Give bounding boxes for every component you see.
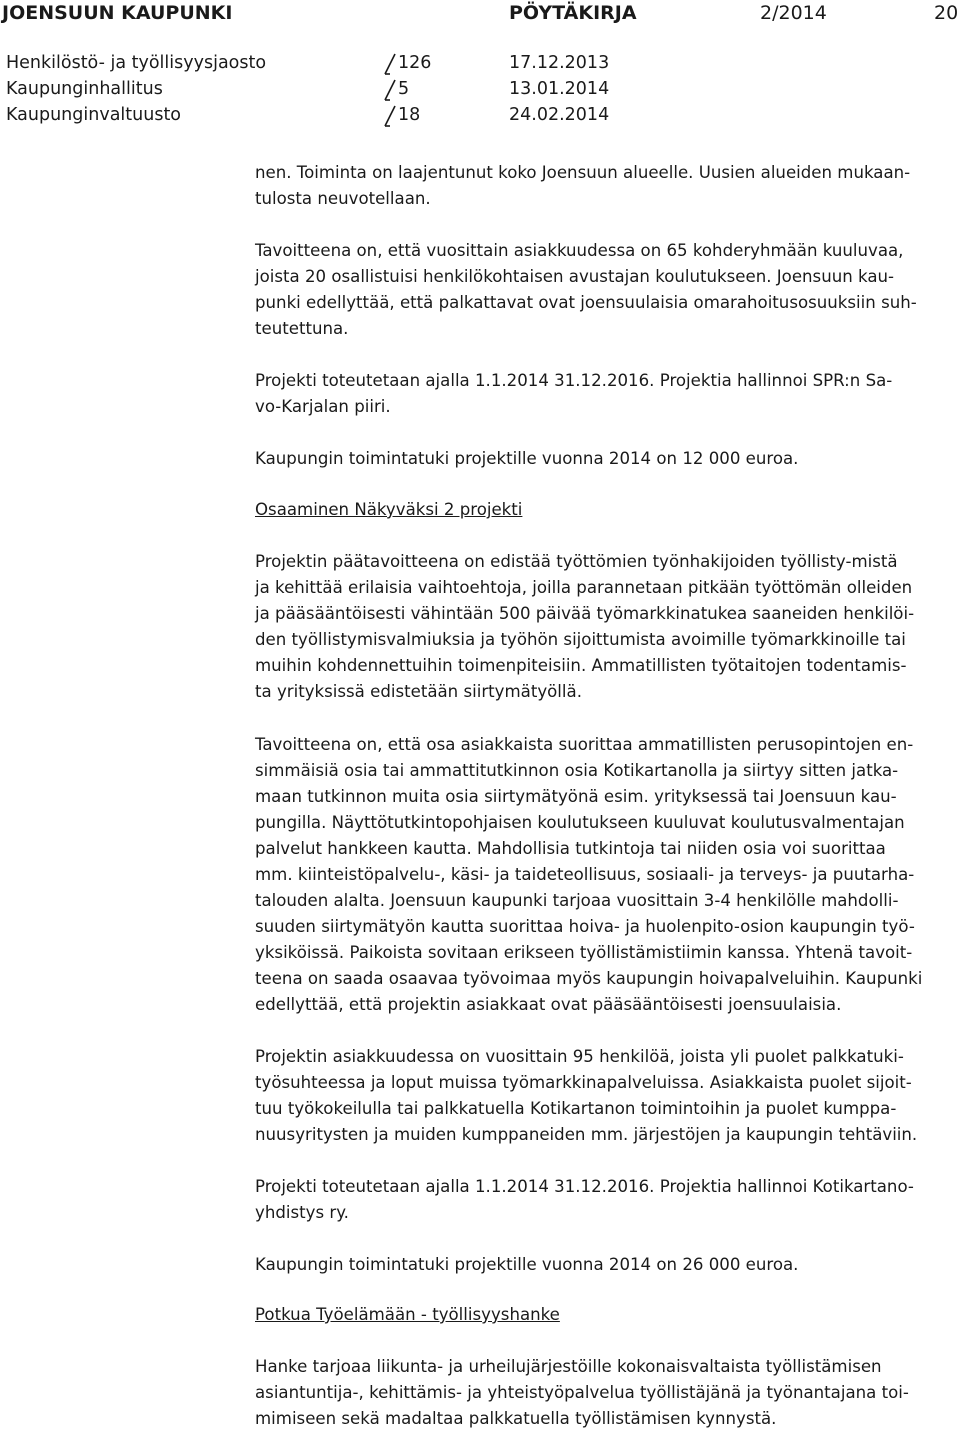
- paragraph-line: tulosta neuvotellaan.: [255, 189, 431, 208]
- section-heading: [255, 1302, 955, 1328]
- paragraph-line: Tavoitteena on, että osa asiakkaista suorittaa ammatillisten perusopintojen en-: [255, 735, 914, 754]
- paragraph-line: Projekti toteutetaan ajalla 1.1.2014 31.12.2016. Projektia hallinnoi SPR:n Sa-: [255, 371, 893, 390]
- paragraph-line: Projekti toteutetaan ajalla 1.1.2014 31.12.2016. Projektia hallinnoi Kotikartano-: [255, 1177, 914, 1196]
- paragraph-line: nen. Toiminta on laajentunut koko Joensuun alueelle. Uusien alueiden mukaan-: [255, 163, 911, 182]
- committee-name: Kaupunginvaltuusto: [6, 105, 182, 125]
- committee-row: [0, 53, 960, 79]
- paragraph: [255, 446, 955, 472]
- document-number: 2/2014: [760, 2, 827, 24]
- meeting-date: 24.02.2014: [509, 105, 610, 125]
- section-number: 18: [398, 105, 421, 125]
- paragraph-line: tuu työkokeilulla tai palkkatuella Kotikartanon toimintoihin ja puolet kumppa-: [255, 1099, 897, 1118]
- paragraph-line: vo-Karjalan piiri.: [255, 397, 391, 416]
- paragraph: [255, 368, 955, 420]
- section-heading: [255, 497, 955, 523]
- paragraph-line: ta yrityksissä edistetään siirtymätyöllä.: [255, 682, 582, 701]
- page-number: 20: [934, 2, 959, 24]
- paragraph-line: Hanke tarjoaa liikunta- ja urheilujärjestöille kokonaisvaltaista työllistämisen: [255, 1357, 882, 1376]
- paragraph: [255, 1354, 955, 1432]
- paragraph: [255, 238, 955, 342]
- paragraph-line: den työllistymisvalmiuksia ja työhön sijoittumista avoimille työmarkkinoille tai: [255, 630, 906, 649]
- committee-name: Kaupunginhallitus: [6, 79, 163, 99]
- paragraph-line: nuusyritysten ja muiden kumppaneiden mm. järjestöjen ja kaupungin tehtäviin.: [255, 1125, 918, 1144]
- paragraph-line: edellyttää, että projektin asiakkaat ovat pääsääntöisesti joensuulaisia.: [255, 995, 842, 1014]
- paragraph-line: asiantuntija-, kehittämis- ja yhteistyöpalvelua työllistäjänä ja työnantajana toi-: [255, 1383, 909, 1402]
- paragraph-line: ja kehittää erilaisia vaihtoehtoja, joilla parannetaan pitkään työttömän olleiden: [255, 578, 913, 597]
- paragraph-line: punki edellyttää, että palkattavat ovat joensuulaisia omarahoitusosuuksiin suh-: [255, 293, 917, 312]
- paragraph-line: yhdistys ry.: [255, 1203, 349, 1222]
- document-header: [0, 0, 960, 32]
- committee-row: [0, 79, 960, 105]
- paragraph-line: Projektin asiakkuudessa on vuosittain 95 henkilöä, joista yli puolet palkkatuki-: [255, 1047, 904, 1066]
- paragraph-line: Tavoitteena on, että vuosittain asiakkuudessa on 65 kohderyhmään kuuluvaa,: [255, 241, 904, 260]
- paragraph-line: Kaupungin toimintatuki projektille vuonna 2014 on 12 000 euroa.: [255, 449, 799, 468]
- paragraph-line: Projektin päätavoitteena on edistää työttömien työnhakijoiden työllisty-mistä: [255, 552, 898, 571]
- paragraph-line: pungilla. Näyttötutkintopohjaisen koulutukseen kuuluvat koulutusvalmentajan: [255, 813, 905, 832]
- paragraph-line: Kaupungin toimintatuki projektille vuonna 2014 on 26 000 euroa.: [255, 1255, 799, 1274]
- section-sign-icon: [382, 53, 398, 75]
- paragraph-line: mm. kiinteistöpalvelu-, käsi- ja taideteollisuus, sosiaali- ja terveys- ja puutarha-: [255, 865, 915, 884]
- paragraph: [255, 1044, 955, 1148]
- paragraph-line: maan tutkinnon muita osia siirtymätyönä esim. yrityksessä tai Joensuun kau-: [255, 787, 897, 806]
- heading-text: Potkua Työelämään - työllisyyshanke: [255, 1305, 560, 1324]
- paragraph-line: työsuhteessa ja loput muissa työmarkkinapalveluissa. Asiakkaista puolet sijoit-: [255, 1073, 912, 1092]
- document-type: PÖYTÄKIRJA: [509, 2, 637, 24]
- paragraph-line: yksiköissä. Paikoista sovitaan erikseen työllistämistiimin kanssa. Yhtenä tavoit-: [255, 943, 913, 962]
- committee-name: Henkilöstö- ja työllisyysjaosto: [6, 53, 267, 73]
- paragraph-line: simmäisiä osia tai ammattitutkinnon osia Kotikartanolla ja siirtyy sitten jatka-: [255, 761, 899, 780]
- section-number: 5: [398, 79, 410, 99]
- heading-text: Osaaminen Näkyväksi 2 projekti: [255, 500, 523, 519]
- city-name: JOENSUUN KAUPUNKI: [2, 2, 233, 24]
- paragraph: [255, 1252, 955, 1278]
- paragraph-line: palvelut hankkeen kautta. Mahdollisia tutkintoja tai niiden osia voi suorittaa: [255, 839, 886, 858]
- paragraph-line: teutettuna.: [255, 319, 349, 338]
- meeting-date: 13.01.2014: [509, 79, 610, 99]
- paragraph-line: teena on saada osaavaa työvoimaa myös kaupungin hoivapalveluihin. Kaupunki: [255, 969, 923, 988]
- committee-row: [0, 105, 960, 131]
- paragraph-line: talouden alalta. Joensuun kaupunki tarjoaa vuosittain 3-4 henkilölle mahdolli-: [255, 891, 899, 910]
- paragraph: [255, 732, 955, 1018]
- paragraph-line: suuden siirtymätyön kautta suorittaa hoiva- ja huolenpito-osion kaupungin työ-: [255, 917, 915, 936]
- paragraph-line: mimiseen sekä madaltaa palkkatuella työllistämisen kynnystä.: [255, 1409, 777, 1428]
- section-sign-icon: [382, 105, 398, 127]
- section-sign-icon: [382, 79, 398, 101]
- paragraph-line: ja pääsääntöisesti vähintään 500 päivää työmarkkinatukea saaneiden henkilöi-: [255, 604, 915, 623]
- paragraph-line: joista 20 osallistuisi henkilökohtaisen avustajan koulutukseen. Joensuun kau-: [255, 267, 895, 286]
- meeting-date: 17.12.2013: [509, 53, 610, 73]
- paragraph: [255, 1174, 955, 1226]
- paragraph-line: muihin kohdennettuihin toimenpiteisiin. Ammatillisten työtaitojen todentamis-: [255, 656, 907, 675]
- paragraph: [255, 160, 955, 212]
- section-number: 126: [398, 53, 432, 73]
- paragraph: [255, 549, 955, 705]
